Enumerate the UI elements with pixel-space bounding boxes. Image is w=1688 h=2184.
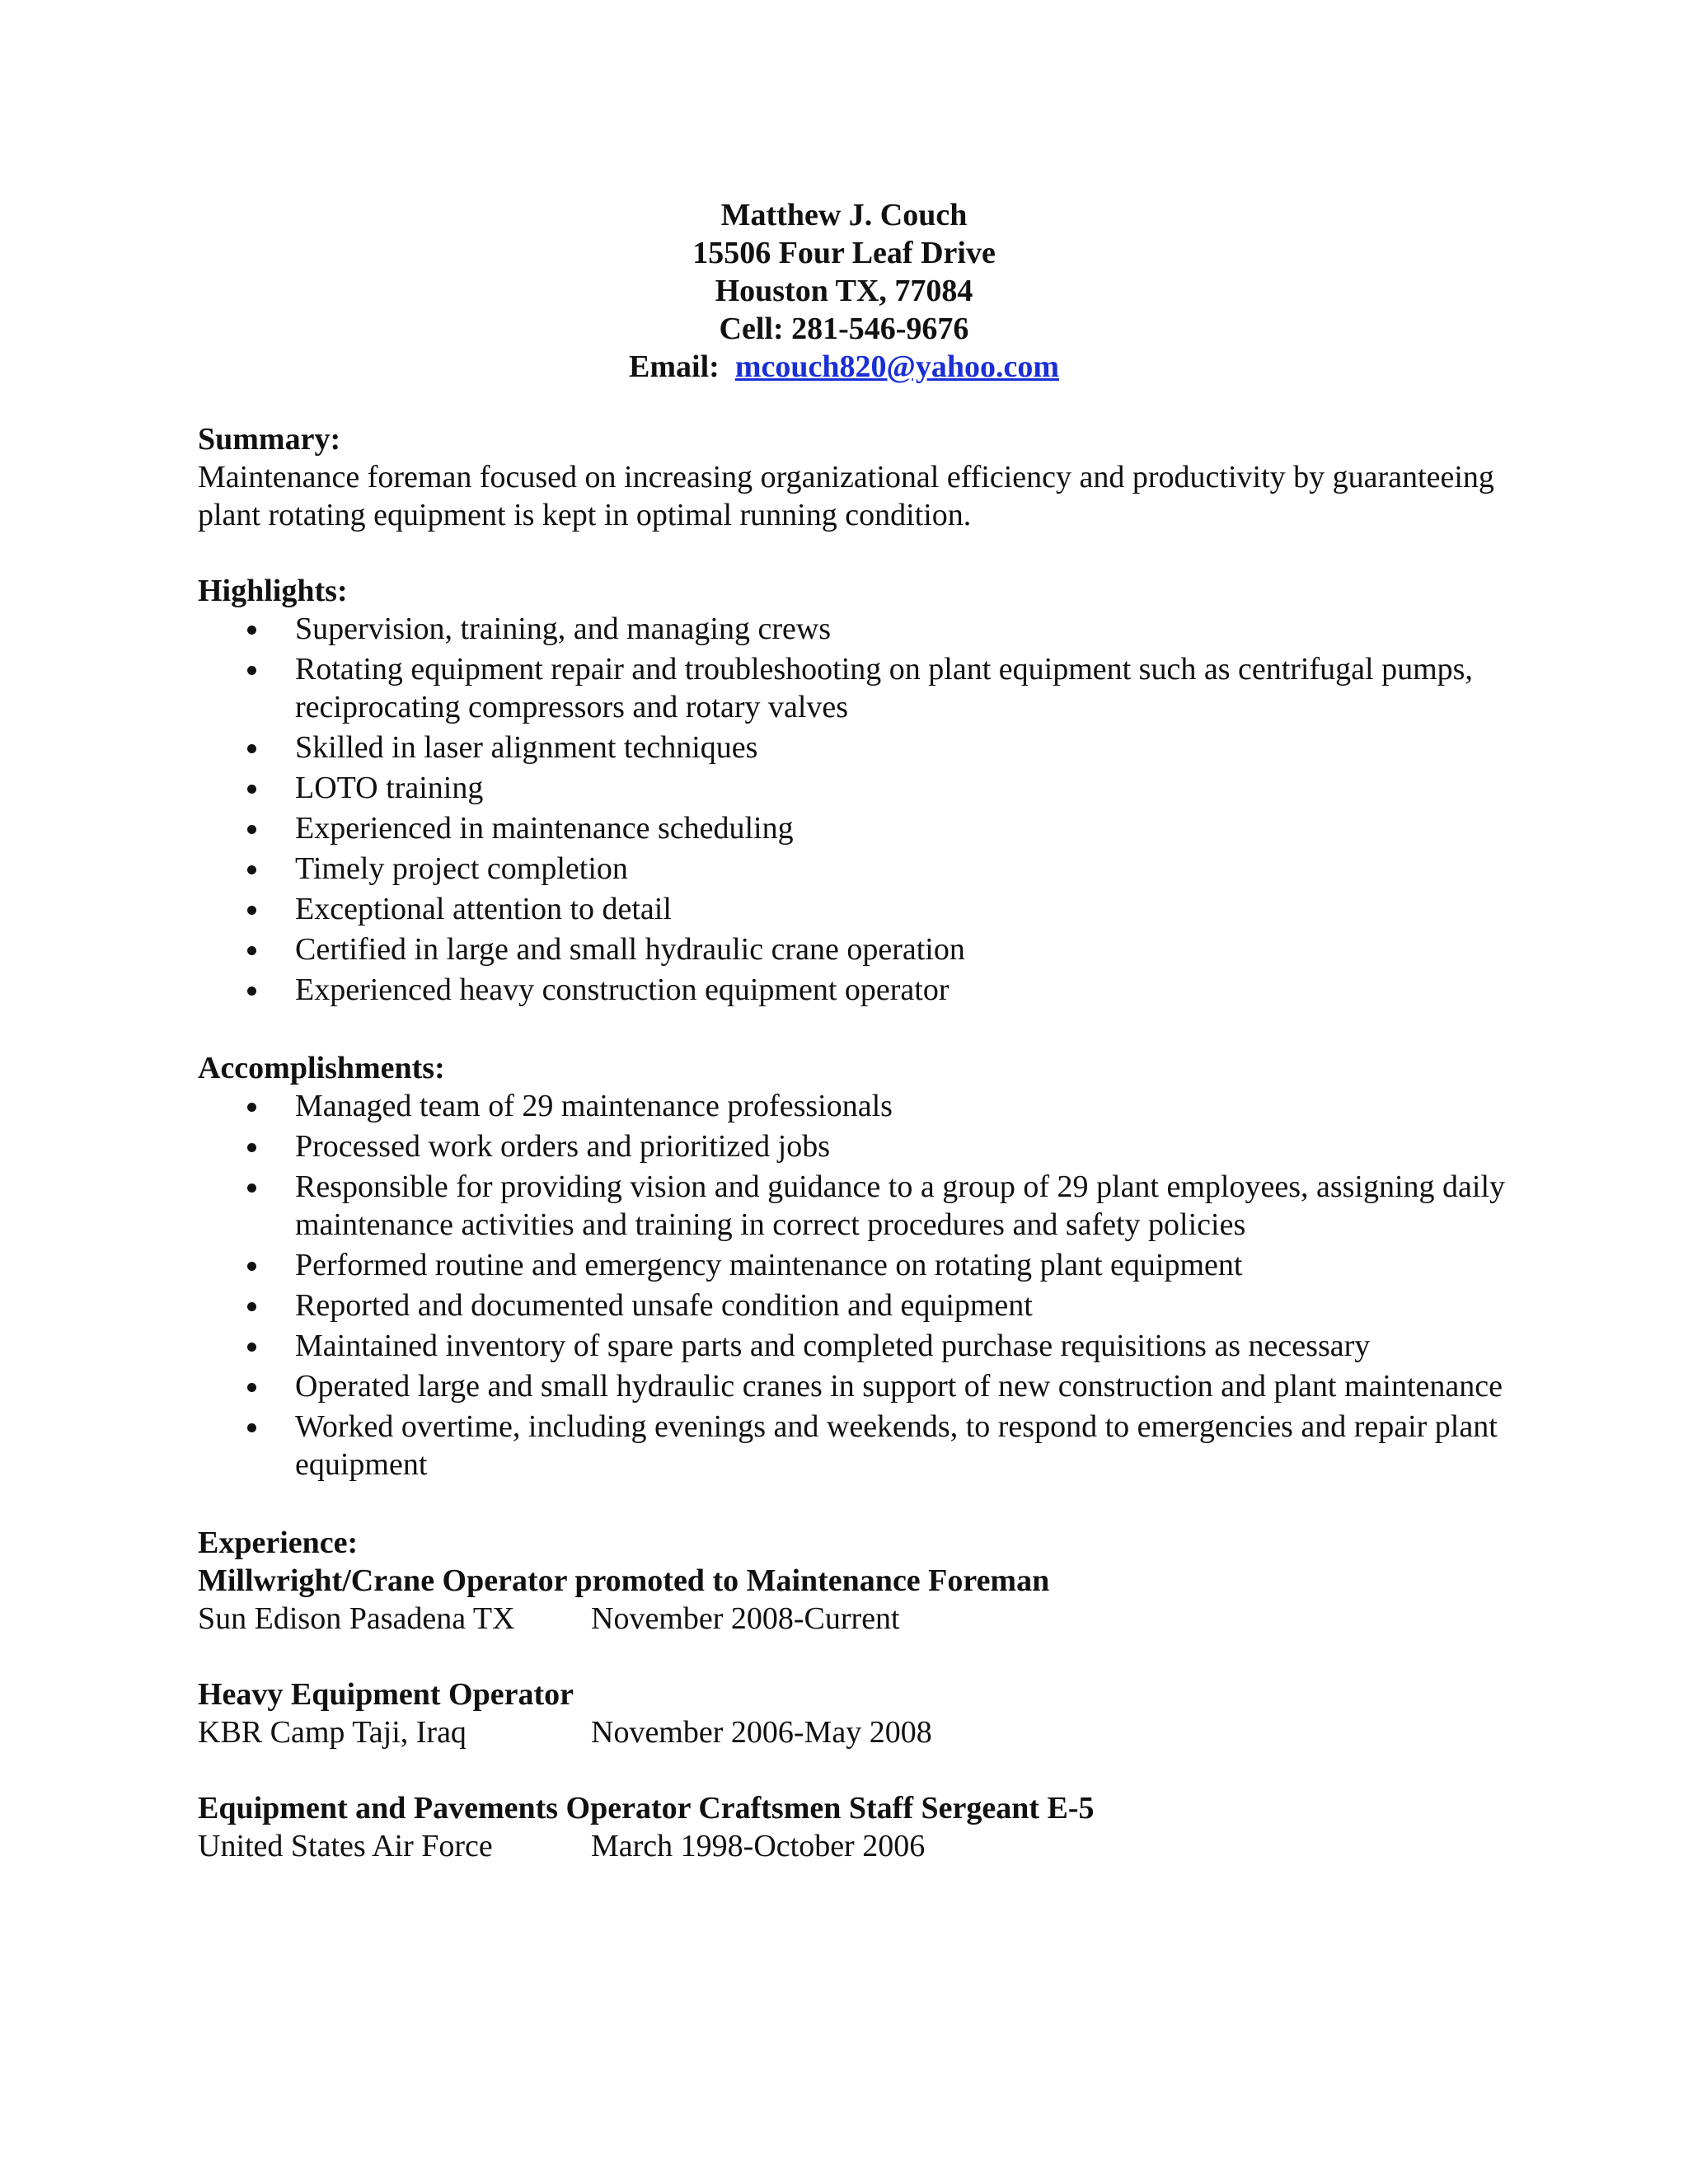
spacer xyxy=(198,1638,1533,1675)
job-title: Millwright/Crane Operator promoted to Maintenance Foreman xyxy=(198,1563,1050,1598)
bullet-icon xyxy=(247,1423,256,1432)
list-item: Managed team of 29 maintenance professionals xyxy=(198,1087,1533,1125)
accomplishments-list xyxy=(198,1087,1533,1483)
bullet-icon xyxy=(247,946,256,955)
email-line xyxy=(0,348,1688,386)
accomplishments-section xyxy=(198,1049,1533,1483)
job-dates: November 2008-Current xyxy=(591,1601,900,1636)
highlights-section xyxy=(198,572,1533,1009)
spacer xyxy=(198,534,1533,572)
bullet-icon xyxy=(247,987,256,996)
summary-heading: Summary: xyxy=(198,422,341,457)
job-employer: Sun Edison Pasadena TX xyxy=(198,1601,515,1636)
job-dates: March 1998-October 2006 xyxy=(591,1829,926,1863)
job-entry xyxy=(198,1675,1533,1751)
list-item: Rotating equipment repair and troubleshooting on plant equipment such as centrifugal pumps, reciprocating compressors and rotary valves xyxy=(198,650,1533,726)
address-line-1: 15506 Four Leaf Drive xyxy=(692,236,996,270)
summary-section xyxy=(198,420,1533,534)
spacer xyxy=(198,1751,1533,1789)
cell-phone: Cell: 281-546-9676 xyxy=(719,312,969,346)
bullet-icon xyxy=(247,744,256,753)
bullet-icon xyxy=(247,626,256,635)
contact-header xyxy=(0,196,1688,386)
list-item: Operated large and small hydraulic cranes in support of new construction and plant maintenance xyxy=(198,1367,1533,1405)
job-title: Equipment and Pavements Operator Craftsmen Staff Sergeant E-5 xyxy=(198,1791,1095,1825)
bullet-icon xyxy=(247,865,256,874)
list-item: Responsible for providing vision and guidance to a group of 29 plant employees, assigning daily maintenance activities and training in correct procedures and safety policies xyxy=(198,1168,1533,1244)
list-item: Supervision, training, and managing crews xyxy=(198,610,1533,648)
list-item: Worked overtime, including evenings and weekends, to respond to emergencies and repair plant equipment xyxy=(198,1408,1533,1483)
list-item: Certified in large and small hydraulic crane operation xyxy=(198,930,1533,968)
job-details xyxy=(198,1827,1533,1865)
bullet-icon xyxy=(247,1103,256,1112)
job-entry xyxy=(198,1562,1533,1638)
job-details xyxy=(198,1713,1533,1751)
job-details xyxy=(198,1600,1533,1638)
list-item: Skilled in laser alignment techniques xyxy=(198,729,1533,766)
job-dates: November 2006-May 2008 xyxy=(591,1715,932,1750)
candidate-name: Matthew J. Couch xyxy=(720,198,968,232)
email-link[interactable]: mcouch820@yahoo.com xyxy=(734,349,1059,384)
experience-section xyxy=(198,1524,1533,1865)
list-item: Exceptional attention to detail xyxy=(198,890,1533,928)
summary-text: Maintenance foreman focused on increasing organizational efficiency and productivity by guaranteeing plant rotating equipment is kept in optimal running condition. xyxy=(198,460,1494,532)
bullet-icon xyxy=(247,1262,256,1271)
bullet-icon xyxy=(247,906,256,915)
accomplishments-heading: Accomplishments: xyxy=(198,1051,445,1085)
job-title: Heavy Equipment Operator xyxy=(198,1677,574,1712)
highlights-list xyxy=(198,610,1533,1009)
experience-heading: Experience: xyxy=(198,1526,359,1560)
list-item: Experienced heavy construction equipment operator xyxy=(198,971,1533,1009)
spacer xyxy=(198,1486,1533,1524)
list-item: Reported and documented unsafe condition and equipment xyxy=(198,1286,1533,1324)
job-employer: United States Air Force xyxy=(198,1829,493,1863)
bullet-icon xyxy=(247,1383,256,1392)
list-item: Experienced in maintenance scheduling xyxy=(198,809,1533,847)
bullet-icon xyxy=(247,825,256,834)
bullet-icon xyxy=(247,1302,256,1311)
list-item: Performed routine and emergency maintenance on rotating plant equipment xyxy=(198,1246,1533,1284)
list-item: Timely project completion xyxy=(198,850,1533,888)
job-entry xyxy=(198,1789,1533,1865)
list-item: Maintained inventory of spare parts and completed purchase requisitions as necessary xyxy=(198,1327,1533,1365)
resume-body xyxy=(198,420,1533,1865)
email-label: Email: xyxy=(629,349,720,384)
bullet-icon xyxy=(247,1343,256,1352)
bullet-icon xyxy=(247,785,256,794)
list-item: LOTO training xyxy=(198,769,1533,807)
bullet-icon xyxy=(247,1143,256,1152)
bullet-icon xyxy=(247,1183,256,1193)
address-line-2: Houston TX, 77084 xyxy=(715,274,973,308)
highlights-heading: Highlights: xyxy=(198,574,348,608)
bullet-icon xyxy=(247,666,256,675)
job-employer: KBR Camp Taji, Iraq xyxy=(198,1715,467,1750)
spacer xyxy=(198,1011,1533,1049)
list-item: Processed work orders and prioritized jobs xyxy=(198,1127,1533,1165)
